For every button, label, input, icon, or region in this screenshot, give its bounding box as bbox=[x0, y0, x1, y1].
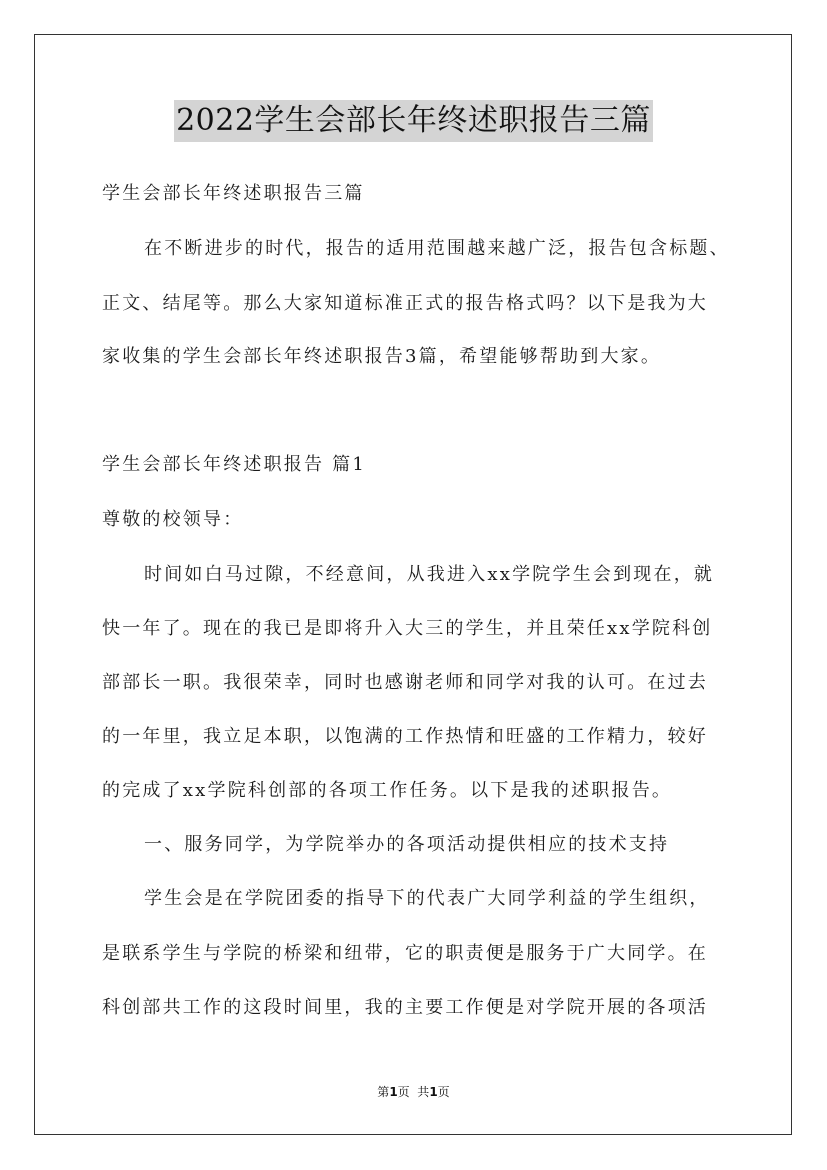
paragraph-line: 快一年了。现在的我已是即将升入大三的学生，并且荣任xx学院科创 bbox=[102, 618, 713, 639]
salutation: 尊敬的校领导： bbox=[102, 509, 244, 530]
paragraph-line: 科创部共工作的这段时间里，我的主要工作便是对学院开展的各项活 bbox=[102, 997, 708, 1018]
footer-mid: 页 共 bbox=[397, 1085, 430, 1099]
footer-suffix: 页 bbox=[437, 1085, 450, 1099]
paragraph-line: 部部长一职。我很荣幸，同时也感谢老师和同学对我的认可。在过去 bbox=[102, 672, 708, 693]
title-container bbox=[0, 100, 827, 142]
paragraph-line: 在不断进步的时代，报告的适用范围越来越广泛，报告包含标题、 bbox=[144, 238, 730, 259]
paragraph-line: 家收集的学生会部长年终述职报告3篇，希望能够帮助到大家。 bbox=[102, 346, 662, 367]
section-heading: 学生会部长年终述职报告 篇1 bbox=[102, 454, 366, 475]
footer-page-total: 1 bbox=[429, 1085, 438, 1099]
paragraph-line: 的一年里，我立足本职，以饱满的工作热情和旺盛的工作精力，较好 bbox=[102, 726, 708, 747]
paragraph-line: 学生会是在学院团委的指导下的代表广大同学利益的学生组织， bbox=[144, 888, 710, 909]
footer-page-current: 1 bbox=[389, 1085, 398, 1099]
footer-prefix: 第 bbox=[377, 1085, 390, 1099]
page-footer bbox=[0, 1083, 827, 1100]
paragraph-line: 的完成了xx学院科创部的各项工作任务。以下是我的述职报告。 bbox=[102, 780, 673, 801]
subtitle-line: 学生会部长年终述职报告三篇 bbox=[102, 183, 365, 204]
paragraph-line: 时间如白马过隙，不经意间，从我进入xx学院学生会到现在，就 bbox=[144, 564, 715, 585]
paragraph-line: 是联系学生与学院的桥梁和纽带，它的职责便是服务于广大同学。在 bbox=[102, 943, 708, 964]
paragraph-line: 正文、结尾等。那么大家知道标准正式的报告格式吗？以下是我为大 bbox=[102, 293, 708, 314]
document-title: 2022学生会部长年终述职报告三篇 bbox=[174, 100, 653, 142]
subsection-heading: 一、服务同学，为学院举办的各项活动提供相应的技术支持 bbox=[144, 834, 670, 855]
